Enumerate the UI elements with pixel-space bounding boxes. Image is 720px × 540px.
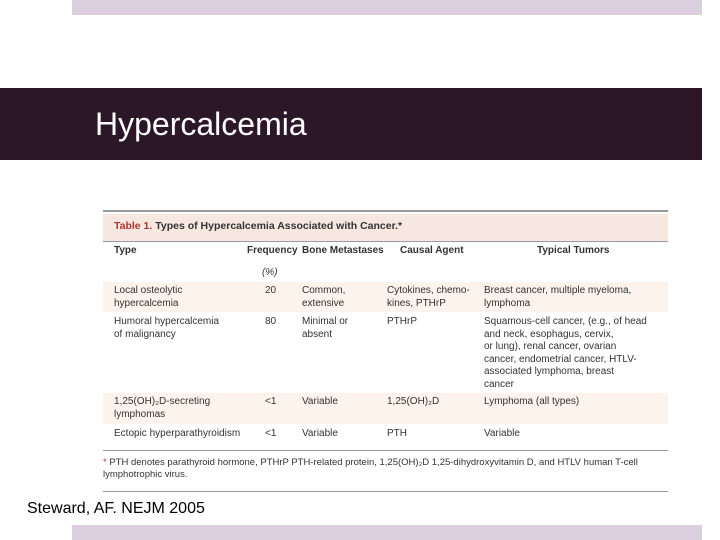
table-bottom-rule: [103, 450, 668, 451]
header-typical-tumors: Typical Tumors: [537, 245, 610, 256]
cell-row1-bone-metastases: Common, extensive: [302, 285, 346, 309]
cell-row1-type: Local osteolytic hypercalcemia: [114, 285, 183, 309]
header-frequency-unit: (%): [262, 267, 278, 278]
table-caption-text: Types of Hypercalcemia Associated with Cancer.*: [152, 220, 403, 232]
cell-row4-causal-agent: PTH: [387, 428, 407, 439]
slide-title: Hypercalcemia: [95, 106, 307, 142]
cell-row2-frequency: 80: [265, 316, 277, 327]
top-accent-strip: [72, 0, 702, 15]
cell-row1-frequency: 20: [265, 285, 277, 296]
cell-row4-typical-tumors: Variable: [484, 428, 520, 439]
table-footnote: [103, 457, 668, 481]
cell-row2-typical-tumors: Squamous-cell cancer, (e.g., of head and neck, esophagus, cervix, or lung), renal cancer, ovarian cancer, endometrial cancer, HTLV- associated lymphoma, breast cancer: [484, 316, 647, 390]
footnote-marker: *: [103, 457, 107, 468]
citation: Steward, AF. NEJM 2005: [27, 500, 205, 517]
header-bone-metastases: Bone Metastases: [302, 245, 384, 256]
cell-row2-causal-agent: PTHrP: [387, 316, 417, 327]
header-type: Type: [114, 245, 137, 256]
table-caption: [114, 220, 402, 232]
cell-row1-causal-agent: Cytokines, chemo- kines, PTHrP: [387, 285, 470, 309]
cell-row4-bone-metastases: Variable: [302, 428, 338, 439]
footnote-text: PTH denotes parathyroid hormone, PTHrP PTH-related protein, 1,25(OH)₂D 1,25-dihydroxyvitamin D, and HTLV human T-cell lymphotrophic virus.: [103, 457, 638, 480]
cell-row4-type: Ectopic hyperparathyroidism: [114, 428, 241, 439]
cell-row3-bone-metastases: Variable: [302, 396, 338, 407]
caption-rule: [103, 241, 668, 242]
header-frequency: Frequency: [247, 245, 298, 256]
cell-row3-typical-tumors: Lymphoma (all types): [484, 396, 580, 407]
cell-row1-typical-tumors: Breast cancer, multiple myeloma, lymphoma: [484, 285, 632, 309]
footnote-rule: [103, 491, 668, 492]
cell-row2-bone-metastases: Minimal or absent: [302, 316, 349, 340]
cell-row3-causal-agent: 1,25(OH)₂D: [387, 396, 440, 407]
cell-row2-type: Humoral hypercalcemia of malignancy: [114, 316, 220, 340]
table-top-rule: [103, 210, 668, 212]
cell-row3-frequency: <1: [265, 396, 277, 407]
cell-row3-type: 1,25(OH)₂D-secreting lymphomas: [114, 396, 211, 420]
cell-row4-frequency: <1: [265, 428, 277, 439]
table-figure: [103, 210, 668, 493]
table-caption-label: Table 1.: [114, 220, 153, 232]
header-causal-agent: Causal Agent: [400, 245, 464, 256]
bottom-accent-strip: [72, 525, 702, 540]
